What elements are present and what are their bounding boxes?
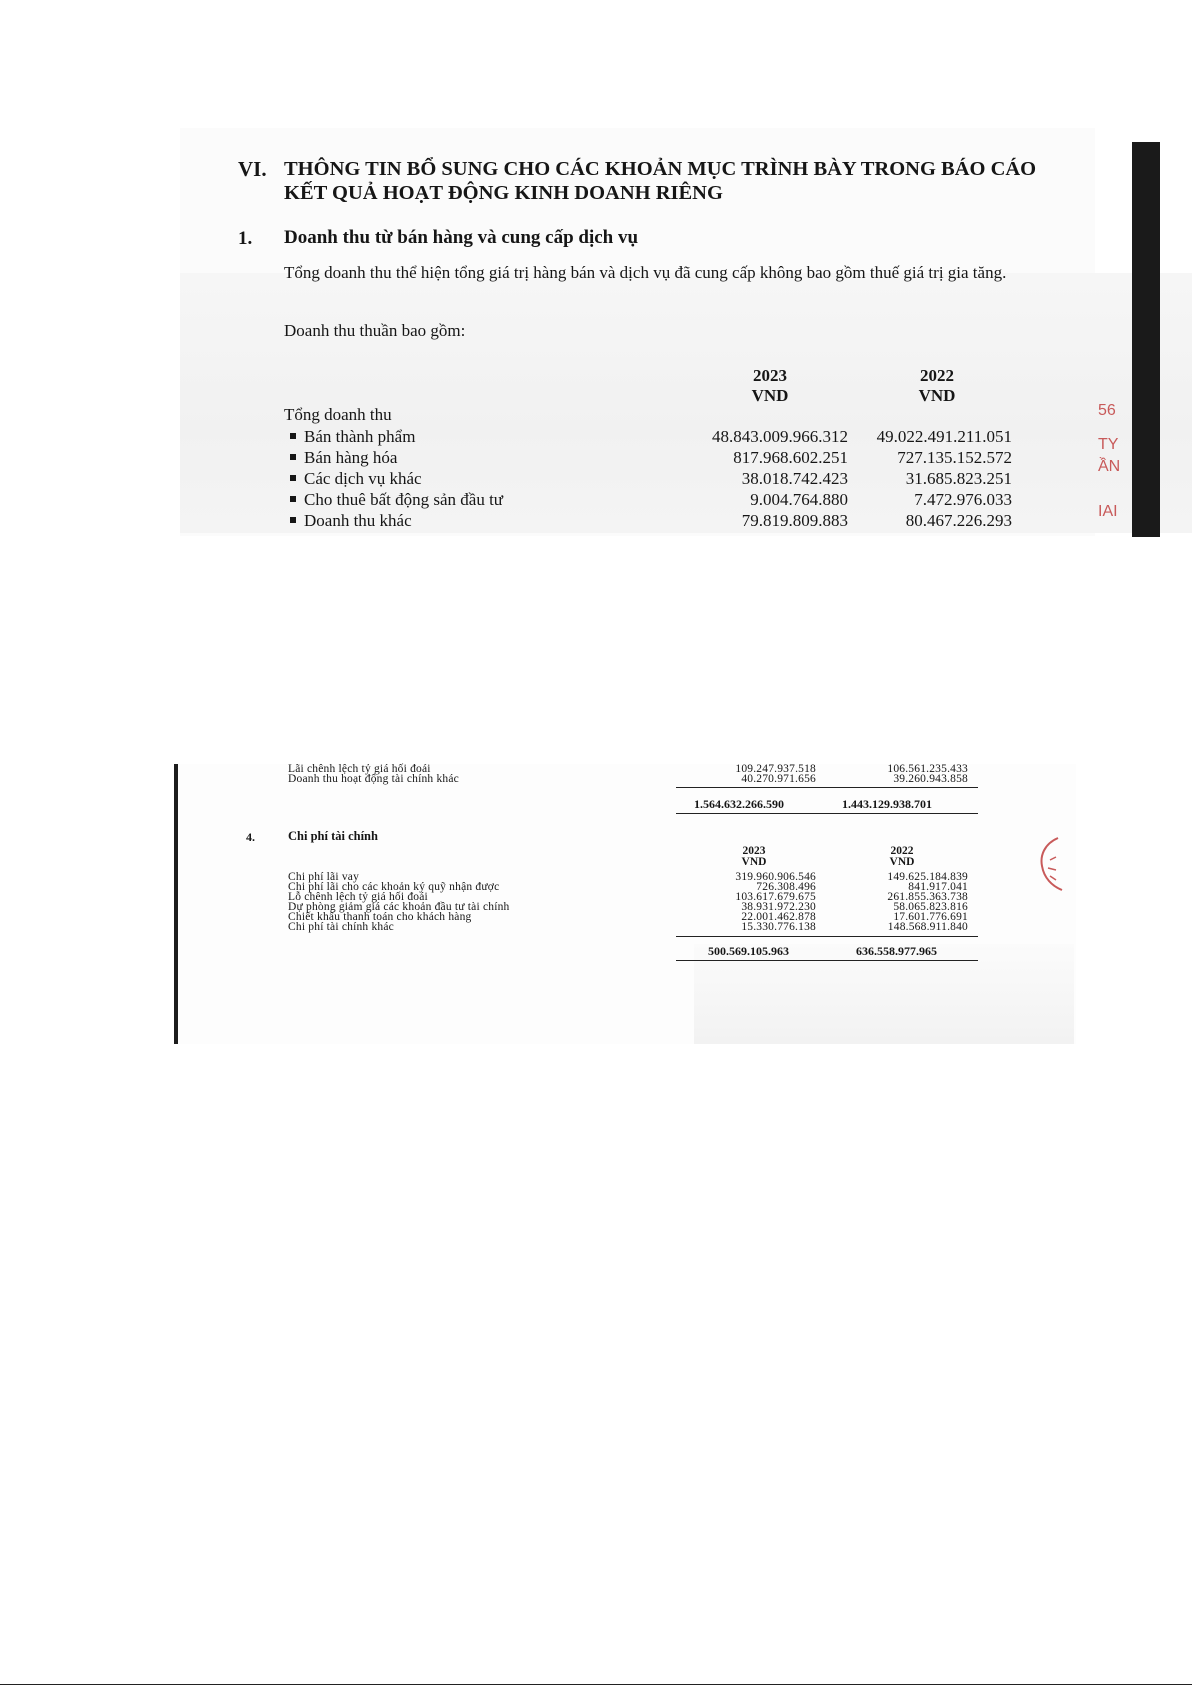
- stamp-fragment: 56: [1098, 402, 1116, 419]
- total-2022: 636.558.977.965: [856, 944, 937, 958]
- column-header-2023: 2023 VND: [751, 366, 789, 405]
- divider: [676, 787, 978, 788]
- table-row: Chi phí lãi vay 319.960.906.546 149.625.184.839: [288, 871, 968, 883]
- table-row: Lỗ chênh lệch tỷ giá hối đoái 103.617.679.675 261.855.363.738: [288, 891, 968, 903]
- divider: [676, 813, 978, 814]
- table-row: Chi phí lãi cho các khoản ký quỹ nhận được 726.308.496 841.917.041: [288, 881, 968, 893]
- table-row: Dự phòng giảm giá các khoản đầu tư tài chính 38.931.972.230 58.065.823.816: [288, 901, 968, 913]
- scan-edge-bar: [1132, 142, 1160, 537]
- total-2022: 1.443.129.938.701: [842, 797, 932, 811]
- stamp-fragment: TY: [1098, 436, 1119, 453]
- divider: [676, 960, 978, 961]
- table-row: Lãi chênh lệch tỷ giá hối đoái 109.247.937.518 106.561.235.433: [288, 763, 968, 775]
- revenue-intro: Doanh thu thuần bao gồm:: [284, 321, 466, 340]
- stamp-fragment: ẦN: [1098, 458, 1121, 475]
- total-2023: 1.564.632.266.590: [694, 797, 784, 811]
- subsection-number: 1.: [238, 228, 253, 249]
- red-seal-fragment: [1036, 836, 1064, 892]
- subsection-number: 4.: [246, 830, 255, 844]
- revenue-description: Tổng doanh thu thể hiện tổng giá trị hàng bán và dịch vụ đã cung cấp không bao gồm thuế giá trị gia tăng.: [284, 263, 1007, 282]
- section-number: VI.: [238, 157, 267, 181]
- section-title: THÔNG TIN BỔ SUNG CHO CÁC KHOẢN MỤC TRÌNH BÀY TRONG BÁO CÁO KẾT QUẢ HOẠT ĐỘNG KINH DOANH RIÊNG: [284, 158, 1037, 204]
- column-header-2022: 2022 VND: [889, 845, 915, 868]
- table-row: Bán thành phẩm 48.843.009.966.312 49.022.491.211.051: [284, 427, 1024, 448]
- column-header-2022: 2022 VND: [918, 366, 956, 405]
- subsection-title: Chi phí tài chính: [288, 829, 378, 843]
- table-row: Cho thuê bất động sản đầu tư 9.004.764.880 7.472.976.033: [284, 490, 1024, 511]
- table-row: Chiết khấu thanh toán cho khách hàng 22.001.462.878 17.601.776.691: [288, 911, 968, 923]
- table-row: Chi phí tài chính khác 15.330.776.138 148.568.911.840: [288, 921, 968, 933]
- total-2023: 500.569.105.963: [708, 944, 789, 958]
- table-row: Doanh thu khác 79.819.809.883 80.467.226.293: [284, 511, 1024, 532]
- table-row: Các dịch vụ khác 38.018.742.423 31.685.823.251: [284, 469, 1024, 490]
- column-header-2023: 2023 VND: [741, 845, 767, 868]
- divider: [676, 936, 978, 937]
- group-label: Tổng doanh thu: [284, 405, 392, 424]
- stamp-fragment: IAI: [1098, 503, 1118, 520]
- table-row: Bán hàng hóa 817.968.602.251 727.135.152.572: [284, 448, 1024, 469]
- table-row: Doanh thu hoạt động tài chính khác 40.270.971.656 39.260.943.858: [288, 773, 968, 785]
- subsection-title: Doanh thu từ bán hàng và cung cấp dịch vụ: [284, 227, 639, 248]
